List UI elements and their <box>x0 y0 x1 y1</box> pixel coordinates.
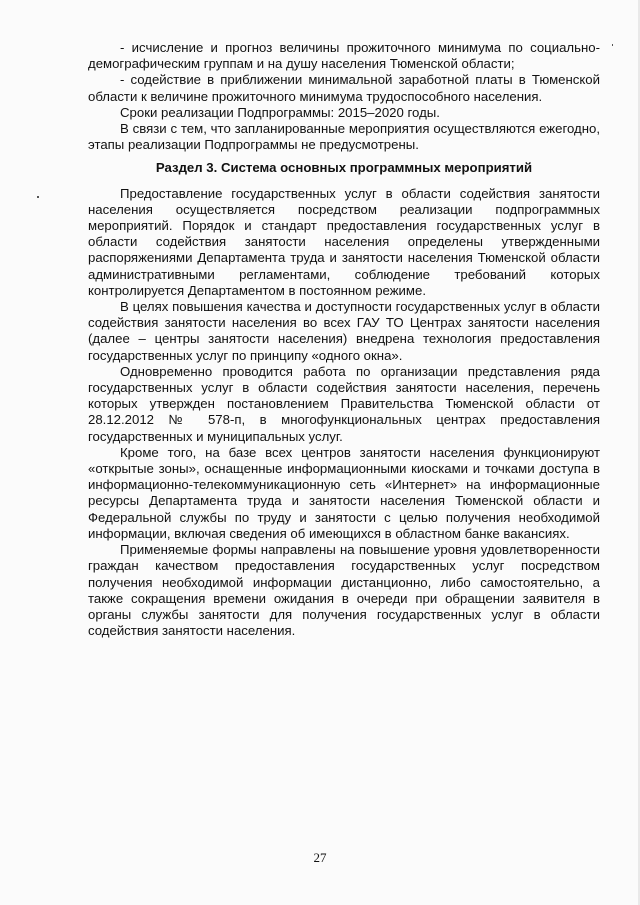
scan-speck <box>37 196 39 198</box>
paragraph-open-zones: Кроме того, на базе всех центров занятости населения функционируют «открытые зоны», оснащенные информационными киосками и точками доступа в информационно-телекоммуникационную сеть «Интернет» на информационные ресурсы Департамента труда и занятости населения Тюменской области и Федеральной службы по труду и занятости с целью получения необходимой информации, включая сведения об имеющихся в областном банке вакансиях. <box>88 444 600 541</box>
page-number: 27 <box>313 850 327 865</box>
paragraph-forms-applied: Применяемые формы направлены на повышение уровня удовлетворенности граждан качеством предоставления государственных услуг посредством получения необходимой информации дистанционно, либо самостоятельно, а также сокращения времени ожидания в очереди при обращении заявителя в органы службы занятости для получения государственных услуг в области содействия занятости населения. <box>88 542 600 639</box>
paragraph-program-period: Сроки реализации Подпрограммы: 2015–2020 годы. <box>120 104 440 120</box>
paragraph-services-provision: Предоставление государственных услуг в области содействия занятости населения осуществляется посредством реализации подпрограммных мероприятий. Порядок и стандарт предоставления государственных услуг в области содействия занятости населения определены утвержденными распоряжениями Департамента труда и занятости населения Тюменской области административными регламентами, соблюдение требований которых контролируется Департаментом в постоянном режиме. <box>88 185 600 298</box>
paragraph-mfc: Одновременно проводится работа по организации представления ряда государственных услуг в области содействия занятости населения, перечень которых утвержден постановлением Правительства Тюменской области от 28.12.2012 № 578-п, в многофункциональных центрах предоставления государственных и муниципальных услуг. <box>88 363 600 444</box>
section-heading: Раздел 3. Система основных программных мероприятий <box>155 160 533 176</box>
paragraph-one-window: В целях повышения качества и доступности государственных услуг в области содействия занятости населения во всех ГАУ ТО Центрах занятости населения (далее – центры занятости населения) внедрена технология предоставления государственных услуг по принципу «одного окна». <box>88 299 600 363</box>
paragraph-bullet-1: - исчисление и прогноз величины прожиточного минимума по социально-демографическим группам и на душу населения Тюменской области; <box>88 40 600 72</box>
document-body <box>88 40 600 639</box>
paragraph-bullet-2: - содействие в приближении минимальной заработной платы в Тюменской области к величине прожиточного минимума трудоспособного населения. <box>88 72 600 104</box>
scan-speck <box>612 44 613 46</box>
paragraph-stages-note: В связи с тем, что запланированные мероприятия осуществляются ежегодно, этапы реализации Подпрограммы не предусмотрены. <box>88 121 600 153</box>
